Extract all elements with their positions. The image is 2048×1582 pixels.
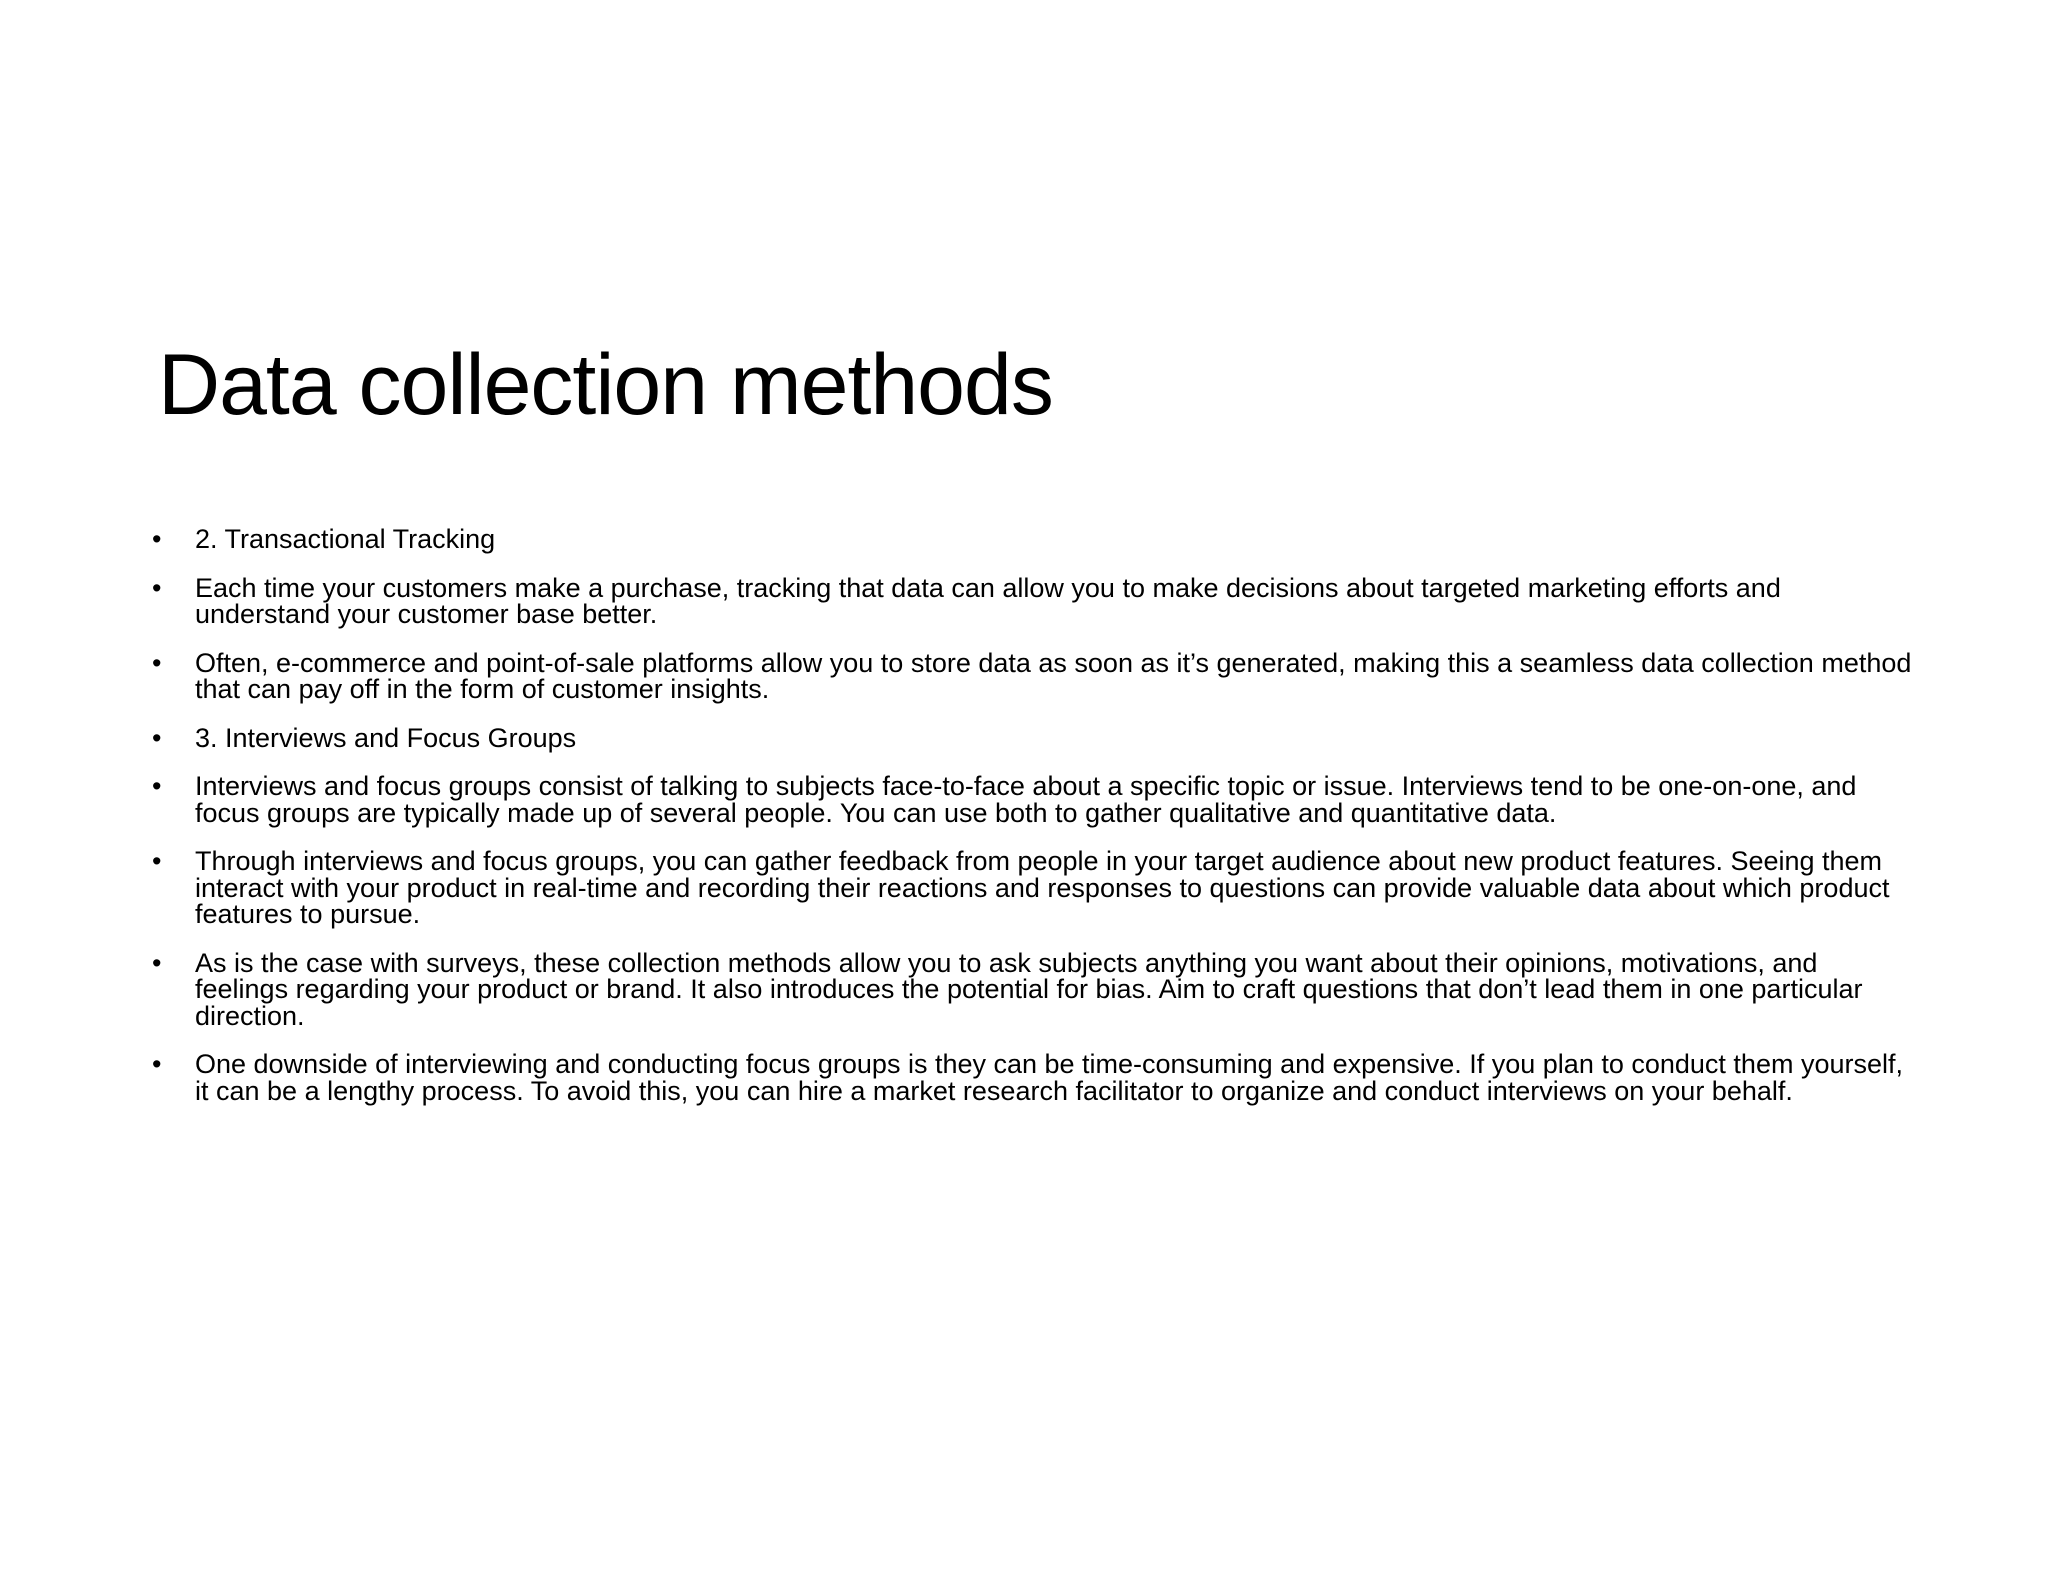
bullet-text: Through interviews and focus groups, you can gather feedback from people in your target audience about new product features. Seeing them interact with your product in real-time and recording their reactions and responses to questions can provide valuable data about which product features to pursue. xyxy=(195,846,1890,929)
bullet-item xyxy=(152,647,1912,704)
bullet-dot-icon: • xyxy=(152,947,162,978)
bullet-dot-icon: • xyxy=(152,771,162,801)
bullet-item xyxy=(152,722,1912,753)
bullet-text: Often, e-commerce and point-of-sale platforms allow you to store data as soon as it’s generated, making this a seamless data collection method that can pay off in the form of customer insights. xyxy=(195,647,1912,704)
bullet-dot-icon: • xyxy=(152,722,162,753)
bullet-dot-icon: • xyxy=(152,647,162,678)
bullet-text: Interviews and focus groups consist of talking to subjects face-to-face about a specific topic or issue. Interviews tend to be one-on-one, and focus groups are typically made up of several people. You can use both to gather qualitative and quantitative data. xyxy=(195,771,1857,828)
bullet-item xyxy=(152,773,1912,826)
bullet-text: As is the case with surveys, these collection methods allow you to ask subjects anything you want about their opinions, motivations, and feelings regarding your product or brand. It also introduces the potential for bias. Aim to craft questions that don’t lead them in one particular direction. xyxy=(195,947,1863,1031)
bullet-item xyxy=(152,1051,1912,1104)
bullet-list xyxy=(152,526,1912,1126)
bullet-item xyxy=(152,848,1912,928)
bullet-dot-icon: • xyxy=(152,846,162,876)
bullet-text: One downside of interviewing and conducting focus groups is they can be time-consuming and expensive. If you plan to conduct them yourself, it can be a lengthy process. To avoid this, you can hire a market research facilitator to organize and conduct interviews on your behalf. xyxy=(195,1049,1903,1106)
slide-title: Data collection methods xyxy=(158,337,1053,433)
bullet-text: 2. Transactional Tracking xyxy=(195,524,496,554)
bullet-item xyxy=(152,526,1912,553)
bullet-item xyxy=(152,947,1912,1031)
bullet-dot-icon: • xyxy=(152,572,162,603)
bullet-dot-icon: • xyxy=(152,524,162,554)
bullet-dot-icon: • xyxy=(152,1049,162,1079)
bullet-text: Each time your customers make a purchase, tracking that data can allow you to make decisions about targeted marketing efforts and understand your customer base better. xyxy=(195,572,1781,629)
bullet-text: 3. Interviews and Focus Groups xyxy=(195,722,577,753)
bullet-item xyxy=(152,572,1912,629)
